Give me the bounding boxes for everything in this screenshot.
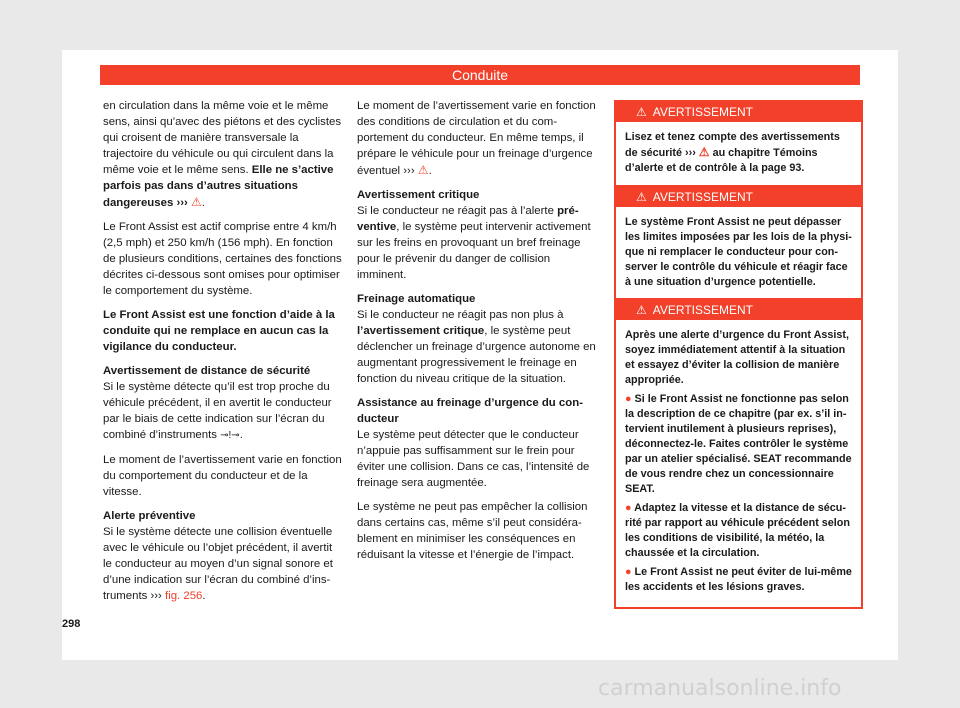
warning-triangle-icon: ⚠ [636, 190, 647, 204]
subheading: Avertissement critique [357, 189, 480, 201]
section-header: Conduite [100, 65, 860, 85]
bullet-icon: ● [625, 566, 632, 578]
warning-triangle-icon: ⚠ [191, 195, 202, 209]
warning-box-header: ⚠ AVERTISSEMENT [616, 187, 861, 207]
subheading: Freinage automatique [357, 293, 476, 305]
list-item: ● Si le Front Assist ne fonctionne pas selon la description de ce chapitre (par ex. s’il intervient inutilement à plusieurs reprises), déconnectez-le. Faites contrôler le système par un atelier spécialisé. SEAT recommande de vous rendre chez un concessionnaire SEAT. [625, 393, 852, 495]
warning-box-body: Après une alerte d’urgence du Front Assist, soyez immédiatement attentif à la situation et essayez d’éviter la collision de manière appropriée. ● Si le Front Assist ne fonctionne pas selon la description de ce chapitre (par ex. s’il intervient inutilement à plusieurs reprises), déconnectez-le. Faites contrôler le système par un atelier spécialisé. SEAT recommande de vous rendre chez un concessionnaire SEAT. ● Adaptez la vitesse et la distance de sécurité par rapport au véhicule précédent selon les conditions de visibilité, la météo, la chaussée et la circulation. ● Le Front Assist ne peut éviter de lui-même les accidents et les lésions graves. [625, 329, 852, 593]
column-middle [357, 98, 600, 571]
warning-box-header: ⚠ AVERTISSEMENT [616, 300, 861, 320]
paragraph: Le moment de l’avertissement varie en fonction des conditions de circulation et du comportement du conducteur. En même temps, il prépare le véhicule pour un freinage d’urgence éventuel ››› ⚠. [357, 100, 596, 177]
figure-link[interactable]: fig. 256 [165, 590, 203, 602]
paragraph: Le système peut détecter que le conducteur n’appuie pas suffisamment sur le frein pour éviter une collision. Dans ce cas, l’intensité de freinage sera augmentée. [357, 429, 590, 489]
subheading: Alerte préventive [103, 510, 196, 522]
warning-box-body: Le système Front Assist ne peut dépasser les limites imposées par les lois de la physique ni remplacer le conducteur pour conserver le contrôle du véhicule et réagir face à une situation d’urgence potentielle. [625, 216, 852, 288]
car-distance-icon: ⊸!⊸ [220, 430, 240, 441]
paragraph-bold: Le Front Assist est une fonction d’aide à la conduite qui ne remplace en aucun cas la vigilance du conducteur. [103, 309, 335, 353]
bold-text: Elle ne s’active parfois pas dans d’autres situations dangereuses ››› [103, 164, 334, 209]
warning-triangle-icon: ⚠ [636, 303, 647, 317]
column-left [103, 98, 343, 612]
paragraph: Si le conducteur ne réagit pas non plus à l’avertissement critique, le système peut déclencher un freinage d’urgence autonome en augmentant progressivement le freinage en fonction du niveau critique de la situation. [357, 309, 596, 385]
subheading: Avertissement de distance de sécurité [103, 365, 311, 377]
paragraph: Le système ne peut pas empêcher la collision dans certains cas, même s’il peut considérablement en minimiser les conséquences en réduisant la vitesse et l’énergie de l’impact. [357, 501, 588, 561]
warning-triangle-icon: ⚠ [417, 163, 429, 177]
subheading: Assistance au freinage d’urgence du conducteur [357, 397, 583, 425]
paragraph: Si le système détecte une collision éventuelle avec le véhicule ou l’objet précédent, il avertit le conducteur au moyen d’un signal sonore et d’une indication sur l’écran du combiné d’instruments ››› fig. 256. [103, 526, 333, 602]
page-number: 298 [62, 618, 81, 630]
warning-box-header: ⚠ AVERTISSEMENT [616, 102, 861, 122]
warning-box-body: Lisez et tenez compte des avertissements de sécurité ››› ⚠ au chapitre Témoins d’alerte et de contrôle à la page 93. [625, 131, 840, 174]
paragraph: Le moment de l’avertissement varie en fonction du comportement du conducteur et de la vitesse. [103, 454, 342, 498]
warning-triangle-icon: ⚠ [636, 105, 647, 119]
paragraph: Si le système détecte qu’il est trop proche du véhicule précédent, il en avertit le conducteur par le biais de cette indication sur l’écran du combiné d’instruments ⊸!⊸. [103, 379, 343, 444]
paragraph: Le Front Assist est actif comprise entre 4 km/h (2,5 mph) et 250 km/h (156 mph). En fonction de plusieurs conditions, certaines des fonctions décrites ci-dessous sont omises pour optimiser le comportement du système. [103, 221, 342, 297]
list-item: ● Adaptez la vitesse et la distance de sécurité par rapport au véhicule précédent selon les conditions de visibilité, la météo, la chaussée et la circulation. [625, 502, 851, 559]
warning-box [614, 185, 863, 304]
warning-box [614, 100, 863, 190]
bullet-icon: ● [625, 502, 632, 514]
bullet-icon: ● [625, 393, 632, 405]
watermark: carmanualsonline.info [598, 676, 842, 701]
paragraph: Si le conducteur ne réagit pas à l’alerte préventive, le système peut intervenir activement sur les freins en provoquant un bref freinage pour le prévenir du danger de collision imminent. [357, 205, 591, 281]
paragraph: en circulation dans la même voie et le même sens, ainsi qu’avec des piétons et des cyclistes qui croisent de manière transversale la trajectoire du véhicule ou qui circulent dans la même voie et le même sens. Elle ne s’active parfois pas dans d’autres situations dangereuses ››› ⚠. [103, 100, 342, 209]
warning-triangle-icon: ⚠ [698, 145, 710, 159]
list-item: ● Le Front Assist ne peut éviter de lui-même les accidents et les lésions graves. [625, 566, 852, 593]
warning-box [614, 298, 863, 609]
